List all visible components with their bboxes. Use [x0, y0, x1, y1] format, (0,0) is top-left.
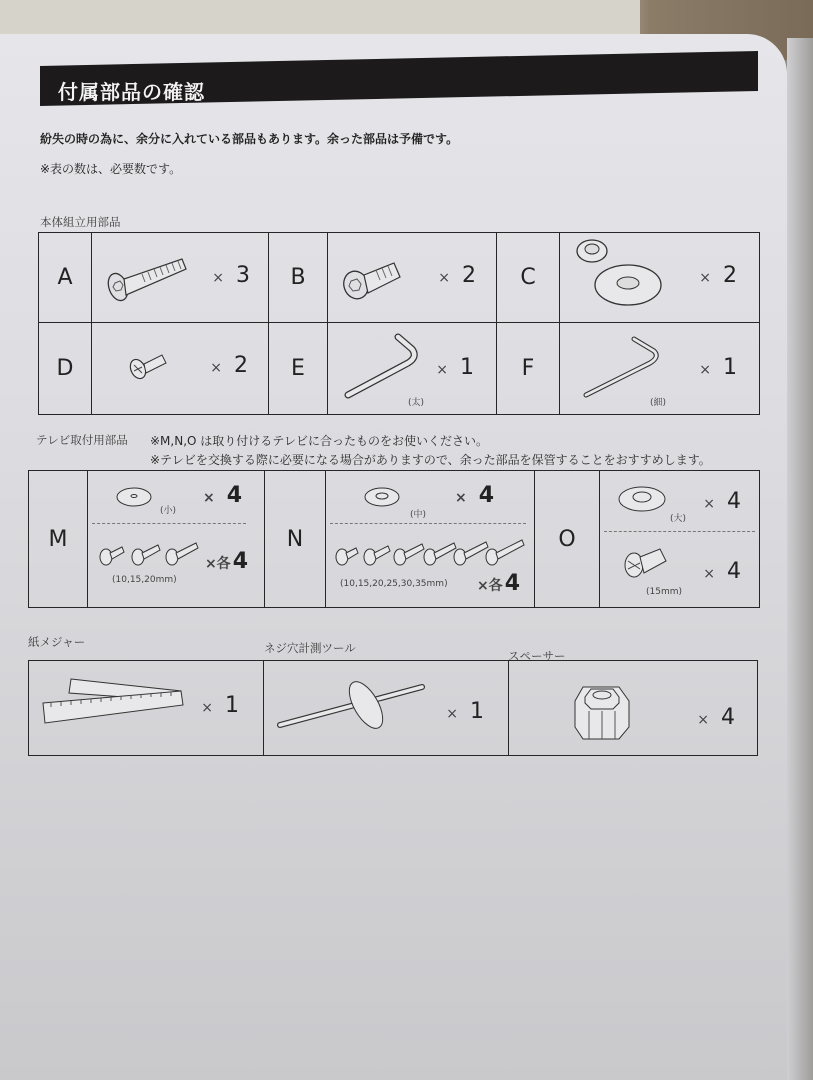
qty-screw-gauge: × 1	[446, 699, 484, 724]
qty-f: × 1	[699, 355, 737, 380]
qty-c: × 2	[699, 263, 737, 288]
part-cell-n	[326, 471, 535, 608]
washer-qty-m: × 4	[202, 483, 242, 508]
bolt-short-icon	[338, 247, 408, 307]
screw-o-icon	[624, 541, 674, 581]
part-cell-b	[328, 233, 497, 323]
paper-measure-icon	[41, 679, 191, 729]
part-letter-c: C	[497, 233, 560, 323]
qty-b: × 2	[438, 263, 476, 288]
tools-table	[28, 660, 758, 756]
screw-qty-m: ×各4	[204, 549, 248, 574]
tool-cell-screw-gauge	[264, 661, 509, 756]
divider	[604, 531, 755, 532]
part-cell-o	[600, 471, 760, 608]
part-cell-c	[560, 233, 760, 323]
part-letter-m: M	[29, 471, 88, 608]
page-title: 付属部品の確認	[58, 80, 205, 104]
tool-label-screw-gauge: ネジ穴計測ツール	[264, 641, 356, 655]
main-assembly-table	[38, 232, 760, 415]
tv-mount-note-1: ※M,N,O は取り付けるテレビに合ったものをお使いください。	[150, 434, 489, 448]
washer-large-icon	[618, 485, 668, 515]
part-cell-e	[328, 323, 497, 415]
note-e: (太)	[408, 398, 425, 408]
part-letter-f: F	[497, 323, 560, 415]
part-cell-a	[92, 233, 269, 323]
intro-line-1: 紛失の時の為に、余分に入れている部品もあります。余った部品は予備です。	[40, 132, 459, 146]
washer-size-o: (大)	[670, 514, 687, 524]
washer-size-n: (中)	[410, 510, 427, 520]
part-letter-b: B	[269, 233, 328, 323]
qty-d: × 2	[210, 353, 248, 378]
note-f: (細)	[650, 398, 667, 408]
section-label-tv-mount: テレビ取付用部品	[36, 433, 128, 447]
spacer-icon	[569, 681, 639, 741]
tool-cell-spacer	[509, 661, 758, 756]
tool-cell-paper-measure	[29, 661, 264, 756]
washer-set-icon	[570, 233, 680, 313]
part-cell-d	[92, 323, 269, 415]
screw-qty-n: ×各4	[476, 571, 520, 596]
washer-qty-o: × 4	[703, 489, 741, 514]
screw-sizes-m: (10,15,20mm)	[112, 575, 177, 585]
tv-mount-note-2: ※テレビを交換する際に必要になる場合がありますので、余った部品を保管することをおすすめします。	[150, 453, 711, 467]
part-letter-d: D	[39, 323, 92, 415]
divider	[330, 523, 526, 524]
tool-label-spacer: スペーサー	[508, 649, 566, 663]
qty-e: × 1	[436, 355, 474, 380]
qty-paper-measure: × 1	[201, 693, 239, 718]
part-letter-n: N	[265, 471, 326, 608]
intro-line-2: ※表の数は、必要数です。	[40, 162, 182, 176]
screw-icon	[126, 347, 186, 387]
screw-gauge-icon	[276, 679, 426, 739]
hex-key-large-icon	[342, 333, 432, 403]
screws-m-icon	[98, 539, 208, 569]
part-letter-o: O	[535, 471, 600, 608]
washer-medium-icon	[364, 485, 404, 509]
part-letter-a: A	[39, 233, 92, 323]
washer-size-m: (小)	[160, 506, 177, 516]
screw-sizes-o: (15mm)	[646, 587, 683, 597]
part-letter-e: E	[269, 323, 328, 415]
part-cell-f	[560, 323, 760, 415]
page-edge	[787, 38, 813, 1080]
section-label-main-assembly: 本体組立用部品	[40, 215, 121, 229]
washer-small-icon	[116, 485, 156, 509]
screw-sizes-n: (10,15,20,25,30,35mm)	[340, 579, 448, 589]
qty-a: × 3	[212, 263, 250, 288]
tv-mount-table	[28, 470, 760, 608]
divider	[92, 523, 246, 524]
bolt-icon	[102, 247, 202, 307]
screws-n-icon	[334, 537, 534, 567]
qty-spacer: × 4	[697, 705, 735, 730]
part-cell-m	[88, 471, 265, 608]
hex-key-small-icon	[580, 333, 670, 403]
tool-label-paper-measure: 紙メジャー	[28, 635, 86, 649]
screw-qty-o: × 4	[703, 559, 741, 584]
washer-qty-n: × 4	[454, 483, 494, 508]
